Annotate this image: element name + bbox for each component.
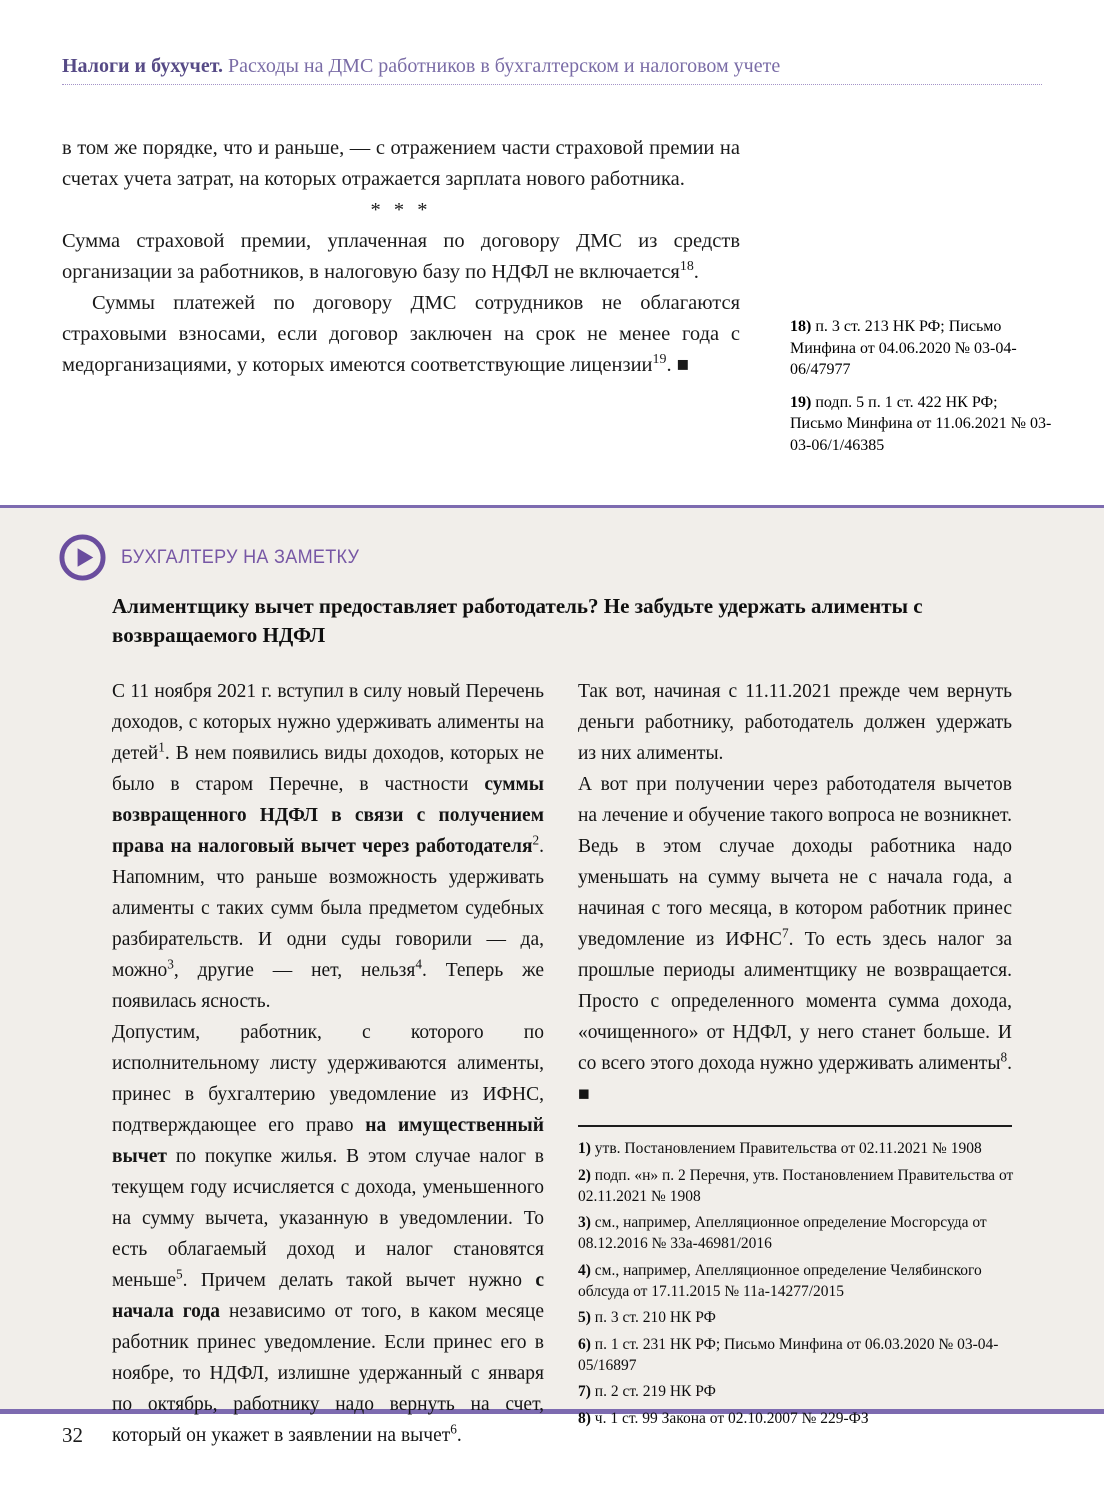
note-heading: Алиментщику вычет предоставляет работодатель? Не забудьте удержать алименты с возвращаемого НДФЛ (112, 594, 923, 647)
running-head-article-title: Расходы на ДМС работников в бухгалтерском и налоговом учете (223, 55, 781, 77)
page-number: 32 (62, 1423, 83, 1447)
footnote-text: подп. «н» п. 2 Перечня, утв. Постановлением Правительства от 02.11.2021 № 1908 (578, 1166, 1014, 1205)
article-paragraph: Сумма страховой премии, уплаченная по договору ДМС из средств организации за работников, в налоговую базу по НДФЛ не включается$^{18}$. (62, 230, 740, 283)
note-column-left (112, 676, 544, 1451)
running-head (62, 55, 1042, 78)
margin-references (790, 316, 1052, 467)
note-paragraph: А вот при получении через работодателя вычетов на лечение и обучение такого вопроса не возникнет. Ведь в этом случае доходы работника надо уменьшать на сумму вычета не с начала года, а начиная с того месяца, в котором работник принес уведомление из ИФНС$^7$. То есть здесь налог за прошлые периоды алиментщику не возвращается. Просто с определенного момента сумма дохода, «очищенного» от НДФЛ, у него станет больше. И со всего этого дохода нужно удерживать алименты$^8$. ■ (578, 774, 1013, 1105)
footnote-7 (578, 1381, 1018, 1402)
footnote-number: 8) (578, 1409, 591, 1427)
margin-reference-18 (790, 316, 1052, 381)
margin-reference-number: 19) (790, 393, 812, 411)
section-kicker-row (59, 534, 372, 581)
accountant-note-section (0, 505, 1104, 1446)
section-separator: * * * (370, 199, 432, 221)
note-column-right (578, 676, 1012, 1110)
footnote-text: ч. 1 ст. 99 Закона от 02.10.2007 № 229-ФЗ (590, 1409, 869, 1427)
footnotes-rule (578, 1125, 1012, 1127)
footnote-6 (578, 1334, 1018, 1376)
footnote-8 (578, 1408, 1018, 1429)
note-paragraph: Допустим, работник, с которого по исполнительному листу удерживаются алименты, принес в бухгалтерию уведомление из ИФНС, подтверждающее его право на имущественный вычет по покупке жилья. В этом случае налог в текущем году исчисляется с дохода, уменьшенного на сумму вычета, указанную в уведомлении. То есть облагаемый доход и налог становятся меньше$^5$. Причем делать такой вычет нужно с начала года независимо от того, в каком месяце работник принес уведомление. Если принес его в ноябре, то НДФЛ, излишне удержанный с января по октябрь, работнику надо вернуть на счет, который он укажет в заявлении на вычет$^6$. (112, 1022, 544, 1446)
section-kicker-label: БУХГАЛТЕРУ НА ЗАМЕТКУ (121, 546, 360, 568)
footnote-2 (578, 1165, 1018, 1207)
margin-reference-text: подп. 5 п. 1 ст. 422 НК РФ; Письмо Минфина от 11.06.2021 № 03-03-06/1/46385 (790, 393, 1052, 454)
footnote-text: см., например, Апелляционное определение Челябинского облсуда от 17.11.2015 № 11а-14277/2015 (578, 1261, 982, 1300)
footnote-4 (578, 1260, 1018, 1302)
note-paragraph: С 11 ноября 2021 г. вступил в силу новый Перечень доходов, с которых нужно удерживать алименты на детей$^1$. В нем появились виды доходов, которых не было в старом Перечне, в частности суммы возвращенного НДФЛ в связи с получением права на налоговый вычет через работодателя$^2$. Напомним, что раньше возможность удерживать алименты с таких сумм была предметом судебных разбирательств. И одни суды говорили — да, можно$^3$, другие — нет, нельзя$^4$. Теперь же появилась ясность. (112, 681, 544, 1012)
article-paragraph: в том же порядке, что и раньше, — с отражением части страховой премии на счетах учета затрат, на которых отражается зарплата нового работника. (62, 137, 740, 190)
margin-reference-19 (790, 392, 1052, 457)
footnote-text: п. 3 ст. 210 НК РФ (590, 1309, 716, 1326)
footnote-text: утв. Постановлением Правительства от 02.11.2021 № 1908 (590, 1140, 982, 1157)
running-head-rubric: Налоги и бухучет. (62, 55, 224, 77)
running-head-rule (62, 84, 1042, 85)
footnote-number: 3) (578, 1214, 591, 1231)
note-paragraph: Так вот, начиная с 11.11.2021 прежде чем вернуть деньги работнику, работодатель должен удержать из них алименты. (578, 681, 1012, 764)
footnotes-list (578, 1138, 1018, 1434)
footnote-number: 7) (578, 1383, 591, 1400)
footnote-text: п. 1 ст. 231 НК РФ; Письмо Минфина от 06.03.2020 № 03-04-05/16897 (578, 1335, 999, 1374)
footnote-number: 4) (578, 1261, 591, 1279)
footnote-number: 6) (578, 1335, 591, 1353)
margin-reference-number: 18) (790, 318, 812, 335)
margin-reference-text: п. 3 ст. 213 НК РФ; Письмо Минфина от 04.06.2020 № 03-04-06/47977 (790, 318, 1017, 378)
footnote-number: 2) (578, 1166, 591, 1184)
footnote-text: п. 2 ст. 219 НК РФ (590, 1383, 716, 1400)
play-icon (59, 534, 106, 581)
footnote-number: 5) (578, 1309, 591, 1326)
footnote-number: 1) (578, 1140, 591, 1157)
footnote-3 (578, 1212, 1018, 1254)
footnote-1 (578, 1138, 1018, 1159)
footnote-text: см., например, Апелляционное определение Мосгорсуда от 08.12.2016 № 33а-46981/2016 (578, 1214, 987, 1252)
footnote-5 (578, 1307, 1018, 1328)
article-paragraph: Суммы платежей по договору ДМС сотрудников не облагаются страховыми взносами, если договор заключен на срок не менее года с медорганизациями, у которых имеются соответствующие лицензии$^{19}$. ■ (62, 292, 740, 376)
article-body (62, 133, 740, 381)
